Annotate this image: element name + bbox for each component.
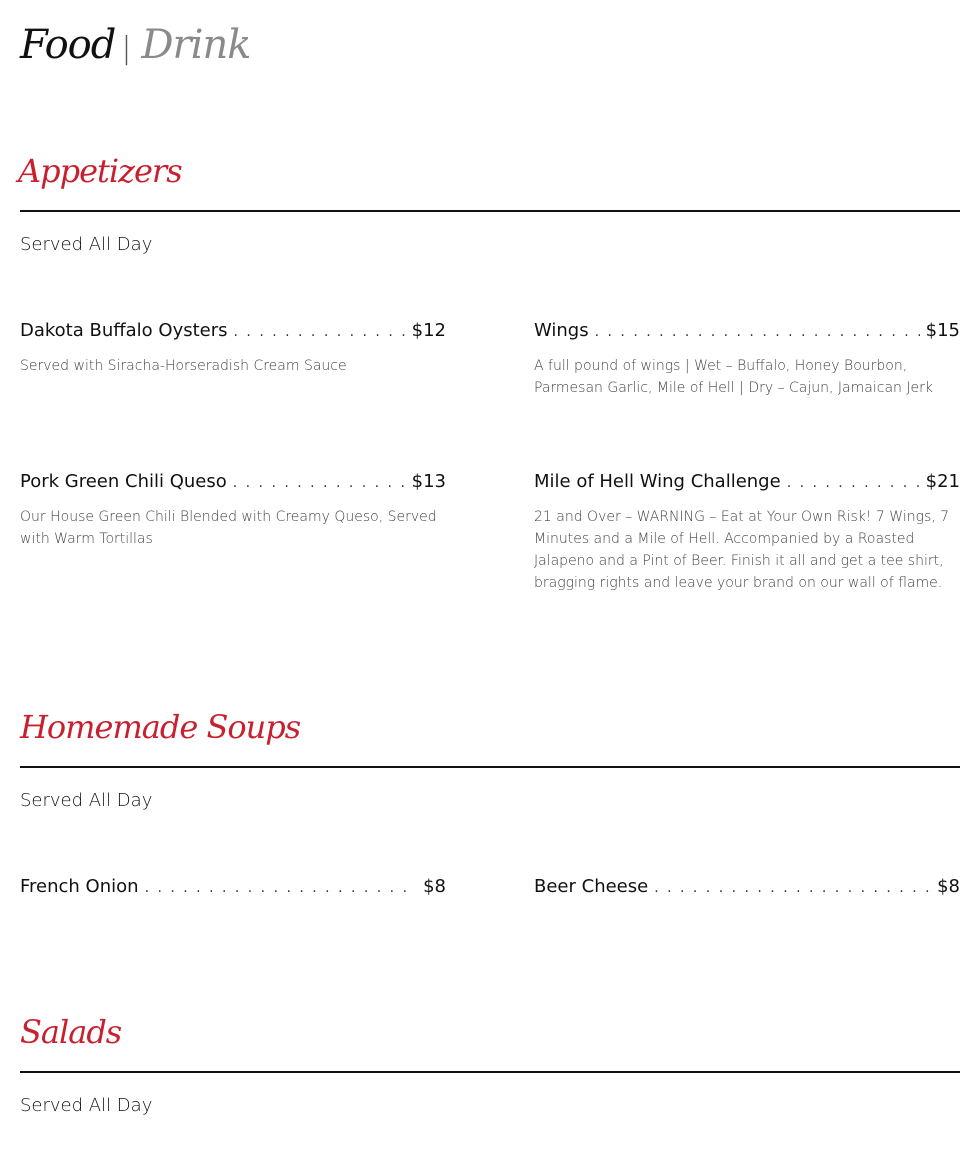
logo-drink-text: Drink: [141, 22, 251, 68]
logo-separator: |: [121, 31, 132, 66]
dot-leader: [595, 324, 920, 340]
dot-leader: [233, 475, 406, 491]
item-description: A full pound of wings | Wet – Buffalo, Honey Bourbon, Parmesan Garlic, Mile of Hell | Dry – Cajun, Jamaican Jerk: [534, 358, 933, 396]
section-title-salads: Salads: [20, 1013, 122, 1051]
item-name: Mile of Hell Wing Challenge: [534, 471, 781, 492]
menu-item: [20, 471, 446, 550]
site-logo[interactable]: [20, 22, 250, 72]
section-subtitle: Served All Day: [20, 790, 153, 811]
section-divider: [20, 1071, 960, 1073]
item-price: $12: [411, 320, 446, 341]
item-name: Pork Green Chili Queso: [20, 471, 227, 492]
item-price: $15: [925, 320, 960, 341]
item-name: Wings: [534, 320, 589, 341]
item-name: Beer Cheese: [534, 876, 649, 897]
item-price: $21: [925, 471, 960, 492]
section-subtitle: Served All Day: [20, 234, 153, 255]
item-name: Dakota Buffalo Oysters: [20, 320, 228, 341]
section-divider: [20, 210, 960, 212]
section-subtitle: Served All Day: [20, 1095, 153, 1116]
section-title-soups: Homemade Soups: [20, 708, 301, 746]
dot-leader: [787, 475, 920, 491]
item-description: Our House Green Chili Blended with Creamy Queso, Served with Warm Tortillas: [20, 509, 437, 547]
section-divider: [20, 766, 960, 768]
menu-item: [534, 320, 960, 399]
dot-leader: [234, 324, 406, 340]
menu-item: [534, 471, 960, 594]
item-description: Served with Siracha-Horseradish Cream Sauce: [20, 358, 347, 374]
menu-item: [20, 320, 446, 377]
item-price: $8: [937, 876, 960, 897]
section-title-appetizers: Appetizers: [18, 152, 182, 190]
dot-leader: [654, 880, 931, 896]
item-name: French Onion: [20, 876, 139, 897]
dot-leader: [145, 880, 418, 896]
menu-item: [20, 876, 446, 897]
menu-item: [534, 876, 960, 897]
item-description: 21 and Over – WARNING – Eat at Your Own Risk! 7 Wings, 7 Minutes and a Mile of Hell. Accompanied by a Roasted Jalapeno and a Pint of Beer. Finish it all and get a tee shirt, bragging rights and leave your brand on our wall of flame.: [534, 509, 950, 591]
item-price: $13: [411, 471, 446, 492]
item-price: $8: [423, 876, 446, 897]
logo-food-text: Food: [20, 22, 116, 68]
